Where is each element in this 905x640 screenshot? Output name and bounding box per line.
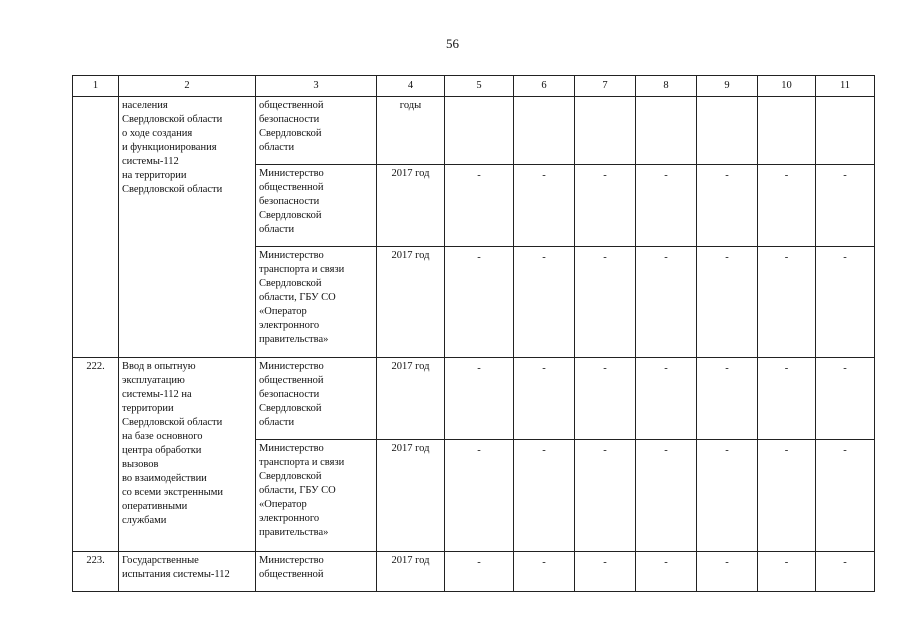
value-cell: - — [575, 440, 636, 552]
value-cell — [575, 97, 636, 165]
value-cell: - — [816, 165, 875, 247]
executor-cell: общественной безопасности Свердловской области — [256, 97, 377, 165]
measures-table — [72, 75, 875, 592]
value-cell: - — [697, 440, 758, 552]
col-header: 9 — [697, 76, 758, 97]
executor-cell: Министерство общественной — [256, 552, 377, 592]
item-name-cell: населения Свердловской области о ходе создания и функционирования системы-112 на территории Свердловской области — [119, 97, 256, 358]
term-cell: годы — [377, 97, 445, 165]
header-row — [73, 76, 875, 97]
value-cell: - — [636, 440, 697, 552]
col-header: 5 — [445, 76, 514, 97]
col-header: 2 — [119, 76, 256, 97]
term-cell: 2017 год — [377, 358, 445, 440]
value-cell — [816, 97, 875, 165]
term-cell: 2017 год — [377, 165, 445, 247]
value-cell: - — [816, 358, 875, 440]
value-cell: - — [758, 552, 816, 592]
col-header: 11 — [816, 76, 875, 97]
col-header: 6 — [514, 76, 575, 97]
value-cell: - — [636, 358, 697, 440]
value-cell: - — [575, 247, 636, 358]
value-cell: - — [445, 247, 514, 358]
page-number: 56 — [446, 36, 459, 51]
table-row — [73, 358, 875, 440]
value-cell: - — [445, 358, 514, 440]
value-cell: - — [758, 247, 816, 358]
value-cell: - — [758, 440, 816, 552]
item-number-cell: 222. — [73, 358, 119, 552]
value-cell: - — [514, 165, 575, 247]
value-cell: - — [697, 358, 758, 440]
value-cell: - — [575, 358, 636, 440]
table-row — [73, 97, 875, 165]
value-cell: - — [816, 440, 875, 552]
value-cell: - — [445, 552, 514, 592]
item-number-cell — [73, 97, 119, 358]
value-cell: - — [445, 440, 514, 552]
term-cell: 2017 год — [377, 247, 445, 358]
executor-cell: Министерство транспорта и связи Свердловской области, ГБУ СО «Оператор электронного правительства» — [256, 440, 377, 552]
col-header: 8 — [636, 76, 697, 97]
executor-cell: Министерство транспорта и связи Свердловской области, ГБУ СО «Оператор электронного правительства» — [256, 247, 377, 358]
value-cell: - — [636, 247, 697, 358]
value-cell: - — [445, 165, 514, 247]
value-cell: - — [697, 247, 758, 358]
col-header: 3 — [256, 76, 377, 97]
executor-cell: Министерство общественной безопасности Свердловской области — [256, 165, 377, 247]
value-cell: - — [697, 552, 758, 592]
col-header: 7 — [575, 76, 636, 97]
value-cell — [697, 97, 758, 165]
value-cell — [636, 97, 697, 165]
item-name-cell: Государственные испытания системы-112 — [119, 552, 256, 592]
value-cell: - — [758, 358, 816, 440]
value-cell — [445, 97, 514, 165]
value-cell: - — [816, 552, 875, 592]
item-number-cell: 223. — [73, 552, 119, 592]
value-cell: - — [816, 247, 875, 358]
value-cell: - — [514, 552, 575, 592]
item-name-cell: Ввод в опытную эксплуатацию системы-112 на территории Свердловской области на базе основного центра обработки вызовов во взаимодействии со всеми экстренными оперативными службами — [119, 358, 256, 552]
value-cell — [758, 97, 816, 165]
value-cell: - — [697, 165, 758, 247]
value-cell: - — [636, 165, 697, 247]
table-row — [73, 552, 875, 592]
value-cell: - — [575, 552, 636, 592]
value-cell: - — [575, 165, 636, 247]
col-header: 4 — [377, 76, 445, 97]
executor-cell: Министерство общественной безопасности Свердловской области — [256, 358, 377, 440]
value-cell: - — [758, 165, 816, 247]
value-cell: - — [636, 552, 697, 592]
col-header: 10 — [758, 76, 816, 97]
col-header: 1 — [73, 76, 119, 97]
term-cell: 2017 год — [377, 552, 445, 592]
value-cell — [514, 97, 575, 165]
term-cell: 2017 год — [377, 440, 445, 552]
value-cell: - — [514, 358, 575, 440]
value-cell: - — [514, 440, 575, 552]
value-cell: - — [514, 247, 575, 358]
